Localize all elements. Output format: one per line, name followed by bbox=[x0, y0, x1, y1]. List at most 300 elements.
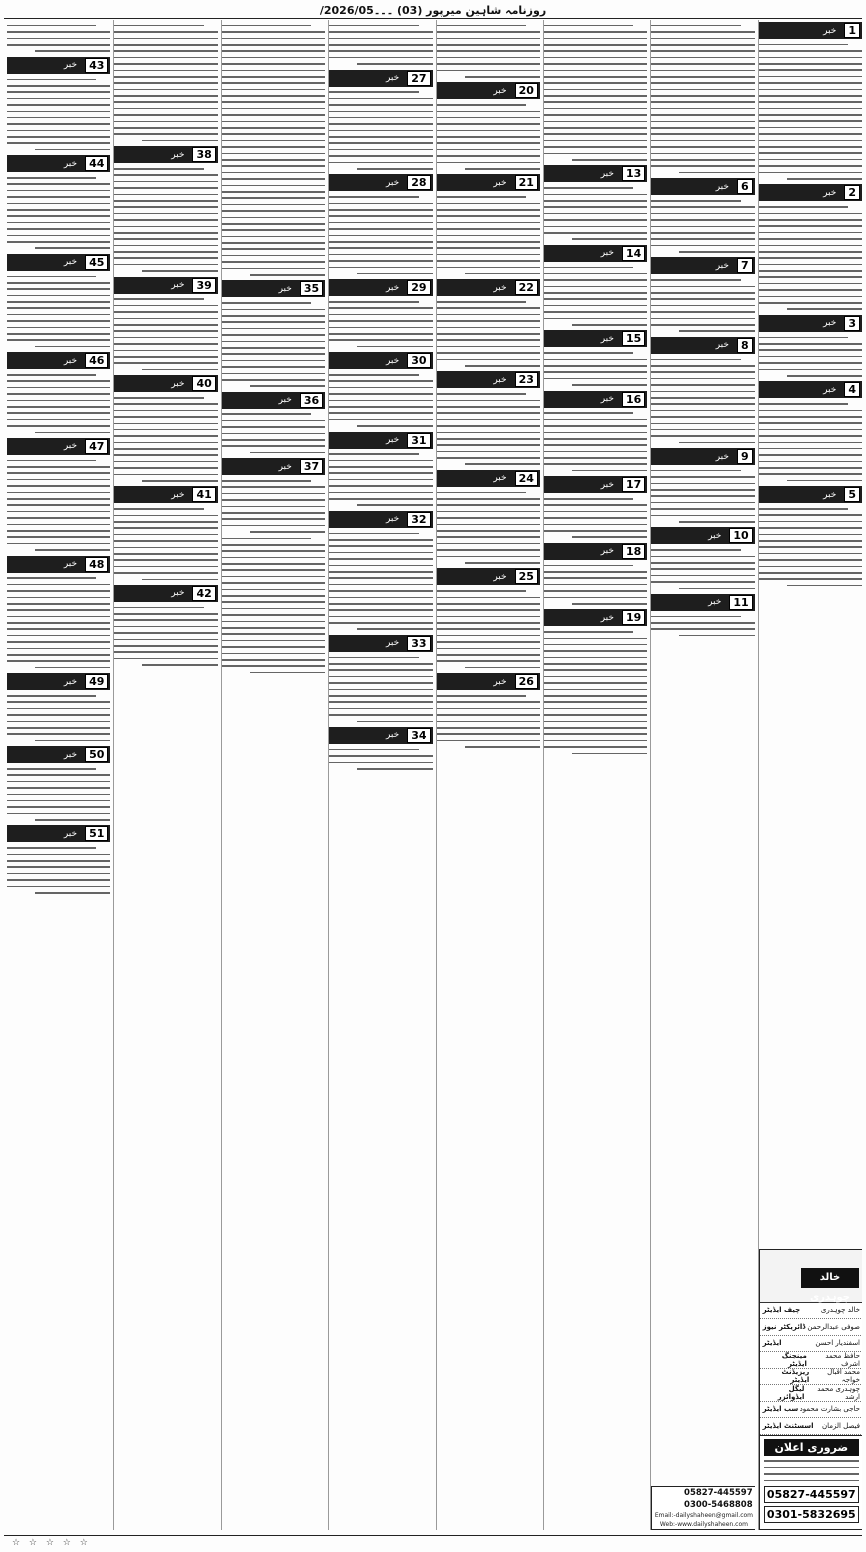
staff-row bbox=[760, 1402, 862, 1419]
text-line bbox=[651, 153, 754, 155]
story-number: 41 bbox=[192, 487, 215, 502]
text-line bbox=[437, 609, 540, 611]
text-line bbox=[544, 114, 647, 116]
text-line bbox=[651, 140, 754, 142]
text-line bbox=[329, 149, 432, 151]
text-line bbox=[437, 597, 540, 599]
story-badge-label: خبر bbox=[708, 597, 722, 608]
text-line bbox=[222, 379, 325, 381]
staff-name: چوہدری محمد ارشد bbox=[817, 1384, 860, 1401]
text-line bbox=[651, 286, 754, 288]
text-line bbox=[329, 498, 432, 500]
text-line bbox=[437, 260, 540, 262]
story-number-badge bbox=[329, 352, 432, 369]
text-line bbox=[544, 511, 647, 513]
text-line bbox=[222, 499, 325, 501]
story-text-lines bbox=[329, 91, 432, 169]
news-story bbox=[7, 352, 110, 433]
text-line bbox=[651, 213, 754, 215]
text-line bbox=[544, 689, 647, 691]
story-number-badge bbox=[759, 315, 862, 332]
text-line bbox=[544, 213, 647, 215]
story-number: 47 bbox=[85, 439, 108, 454]
story-number-badge bbox=[329, 635, 432, 652]
text-line bbox=[7, 196, 110, 198]
text-line bbox=[651, 127, 754, 129]
news-story bbox=[759, 315, 862, 377]
news-story bbox=[114, 585, 217, 666]
story-number-badge bbox=[759, 22, 862, 39]
text-line bbox=[329, 307, 432, 309]
text-line bbox=[437, 241, 540, 243]
text-line bbox=[759, 172, 862, 174]
text-line bbox=[222, 242, 325, 244]
text-line bbox=[759, 140, 862, 142]
text-line bbox=[222, 82, 325, 84]
news-story bbox=[329, 174, 432, 274]
story-badge-label: خبر bbox=[493, 282, 507, 293]
text-line bbox=[114, 442, 217, 444]
text-line bbox=[114, 658, 217, 660]
text-line bbox=[759, 343, 862, 345]
text-line bbox=[651, 429, 754, 431]
staff-name: اسفندیار احسن bbox=[815, 1339, 860, 1348]
text-line bbox=[114, 429, 217, 431]
text-line bbox=[544, 669, 647, 671]
staff-name: حاجی بشارت محمود bbox=[799, 1405, 860, 1414]
text-line bbox=[7, 387, 110, 389]
story-badge-label: خبر bbox=[600, 612, 614, 623]
text-line bbox=[222, 101, 325, 103]
text-line bbox=[114, 187, 217, 189]
text-line bbox=[544, 226, 647, 228]
text-line bbox=[329, 539, 432, 541]
news-story bbox=[329, 279, 432, 347]
text-line bbox=[7, 660, 110, 662]
text-line bbox=[759, 442, 862, 444]
text-line bbox=[437, 63, 540, 65]
text-line bbox=[357, 63, 432, 65]
text-line bbox=[437, 222, 540, 224]
story-number: 31 bbox=[407, 433, 430, 448]
text-line bbox=[329, 136, 432, 138]
text-line bbox=[329, 57, 432, 59]
text-line bbox=[437, 590, 526, 592]
staff-name: محمد اقبال خواجہ bbox=[827, 1368, 860, 1385]
text-line bbox=[222, 633, 325, 635]
text-line bbox=[764, 1460, 859, 1462]
text-line bbox=[651, 146, 754, 148]
text-line bbox=[437, 228, 540, 230]
text-line bbox=[544, 638, 647, 640]
text-line bbox=[465, 168, 540, 170]
text-line bbox=[114, 101, 217, 103]
text-line bbox=[222, 140, 325, 142]
story-number: 51 bbox=[85, 826, 108, 841]
text-line bbox=[7, 31, 110, 33]
story-badge-label: خبر bbox=[600, 168, 614, 179]
news-story bbox=[329, 511, 432, 630]
text-line bbox=[679, 330, 754, 332]
story-number-badge bbox=[7, 825, 110, 842]
text-line bbox=[7, 419, 110, 421]
text-line bbox=[544, 38, 647, 40]
text-line bbox=[222, 413, 311, 415]
text-line bbox=[465, 76, 540, 78]
text-line bbox=[329, 155, 432, 157]
contact-email: Email:-dailyshaheen@gmail.com bbox=[654, 1512, 754, 1519]
text-line bbox=[222, 353, 325, 355]
text-line bbox=[329, 669, 432, 671]
text-line bbox=[114, 31, 217, 33]
text-line bbox=[114, 245, 217, 247]
story-number: 27 bbox=[407, 71, 430, 86]
story-badge-label: خبر bbox=[715, 260, 729, 271]
text-line bbox=[651, 575, 754, 577]
text-line bbox=[329, 247, 432, 249]
news-story bbox=[329, 635, 432, 722]
staff-role: ریزیڈنٹ ایڈیٹر bbox=[781, 1368, 810, 1385]
news-story bbox=[222, 280, 325, 386]
story-text-lines bbox=[759, 337, 862, 377]
news-story bbox=[329, 352, 432, 427]
story-number-badge bbox=[329, 727, 432, 744]
text-line bbox=[544, 657, 647, 659]
story-badge-label: خبر bbox=[493, 177, 507, 188]
text-line bbox=[7, 412, 110, 414]
page-footer bbox=[4, 1535, 862, 1550]
text-line bbox=[35, 346, 110, 348]
text-line bbox=[222, 31, 325, 33]
news-story bbox=[329, 727, 432, 770]
text-line bbox=[7, 288, 110, 290]
newspaper-info-box bbox=[759, 1249, 862, 1530]
text-line bbox=[544, 708, 647, 710]
text-line bbox=[222, 44, 325, 46]
story-badge-label: خبر bbox=[171, 378, 185, 389]
story-text-lines bbox=[329, 301, 432, 347]
text-line bbox=[7, 866, 110, 868]
text-line bbox=[651, 165, 754, 167]
text-line bbox=[437, 44, 540, 46]
news-story bbox=[759, 22, 862, 180]
text-line bbox=[572, 384, 647, 386]
text-line bbox=[759, 546, 862, 548]
story-number-badge bbox=[651, 337, 754, 354]
text-line bbox=[759, 89, 862, 91]
story-badge-label: خبر bbox=[278, 461, 292, 472]
text-line bbox=[651, 556, 754, 558]
text-line bbox=[222, 445, 325, 447]
text-line bbox=[544, 206, 647, 208]
text-line bbox=[222, 653, 325, 655]
text-line bbox=[437, 425, 540, 427]
text-line bbox=[759, 461, 862, 463]
story-text-lines bbox=[759, 508, 862, 586]
text-line bbox=[437, 123, 540, 125]
text-line bbox=[329, 755, 432, 757]
news-story bbox=[651, 25, 754, 174]
text-line bbox=[651, 238, 754, 240]
text-line bbox=[544, 194, 647, 196]
text-line bbox=[759, 270, 862, 272]
text-line bbox=[142, 270, 217, 272]
text-line bbox=[544, 695, 647, 697]
story-text-lines bbox=[329, 374, 432, 427]
text-line bbox=[544, 412, 633, 414]
text-line bbox=[114, 133, 217, 135]
text-line bbox=[437, 346, 540, 348]
text-line bbox=[437, 701, 540, 703]
text-line bbox=[7, 854, 110, 856]
column-4 bbox=[436, 20, 540, 1530]
text-line bbox=[544, 57, 647, 59]
text-line bbox=[329, 228, 432, 230]
text-line bbox=[222, 506, 325, 508]
text-line bbox=[544, 200, 647, 202]
text-line bbox=[114, 25, 203, 27]
text-line bbox=[222, 550, 325, 552]
text-line bbox=[357, 721, 432, 723]
text-line bbox=[329, 701, 432, 703]
text-line bbox=[437, 254, 540, 256]
story-badge-label: خبر bbox=[385, 177, 400, 188]
text-line bbox=[651, 489, 754, 491]
text-line bbox=[329, 327, 432, 329]
text-line bbox=[437, 267, 540, 269]
text-line bbox=[544, 50, 647, 52]
story-text-lines bbox=[7, 276, 110, 348]
story-text-lines bbox=[114, 508, 217, 580]
text-line bbox=[329, 117, 432, 119]
news-story bbox=[544, 476, 647, 538]
text-line bbox=[437, 155, 540, 157]
phone-number: 05827-445597 bbox=[764, 1486, 859, 1503]
story-number-badge bbox=[544, 245, 647, 262]
text-line bbox=[544, 721, 647, 723]
story-number: 19 bbox=[622, 610, 645, 625]
text-line bbox=[329, 565, 432, 567]
text-line bbox=[544, 432, 647, 434]
story-text-lines bbox=[437, 196, 540, 274]
story-text-lines bbox=[651, 470, 754, 523]
text-line bbox=[222, 538, 311, 540]
text-line bbox=[329, 460, 432, 462]
news-story bbox=[437, 279, 540, 366]
text-line bbox=[437, 307, 540, 309]
text-line bbox=[759, 349, 862, 351]
text-line bbox=[329, 387, 432, 389]
news-story bbox=[114, 375, 217, 481]
story-number-badge bbox=[7, 746, 110, 763]
text-line bbox=[544, 733, 647, 735]
story-number-badge bbox=[7, 155, 110, 172]
text-line bbox=[114, 318, 217, 320]
text-line bbox=[759, 114, 862, 116]
text-line bbox=[572, 536, 647, 538]
text-line bbox=[7, 374, 96, 376]
story-text-lines bbox=[222, 480, 325, 533]
text-line bbox=[759, 578, 862, 580]
text-line bbox=[544, 311, 647, 313]
story-number: 30 bbox=[407, 353, 430, 368]
text-line bbox=[114, 251, 217, 253]
text-line bbox=[7, 847, 96, 849]
text-line bbox=[437, 314, 540, 316]
text-line bbox=[35, 819, 110, 821]
text-line bbox=[222, 197, 325, 199]
story-number-badge bbox=[651, 527, 754, 544]
story-text-lines bbox=[437, 301, 540, 367]
story-number: 38 bbox=[192, 147, 215, 162]
text-line bbox=[679, 442, 754, 444]
text-line bbox=[7, 327, 110, 329]
text-line bbox=[759, 302, 862, 304]
story-badge-label: خبر bbox=[63, 749, 78, 760]
text-line bbox=[651, 365, 754, 367]
text-line bbox=[437, 457, 540, 459]
text-line bbox=[222, 433, 325, 435]
text-line bbox=[329, 400, 432, 402]
text-line bbox=[329, 91, 418, 93]
story-number: 48 bbox=[85, 557, 108, 572]
story-text-lines bbox=[7, 577, 110, 668]
story-badge-label: خبر bbox=[493, 676, 507, 687]
text-line bbox=[222, 255, 325, 257]
text-line bbox=[222, 261, 325, 263]
text-line bbox=[114, 651, 217, 653]
text-line bbox=[544, 31, 647, 33]
story-badge-label: خبر bbox=[600, 333, 614, 344]
text-line bbox=[651, 76, 754, 78]
text-line bbox=[465, 746, 540, 748]
text-line bbox=[222, 569, 325, 571]
text-line bbox=[222, 302, 311, 304]
text-line bbox=[759, 553, 862, 555]
text-line bbox=[759, 101, 862, 103]
text-line bbox=[35, 740, 110, 742]
text-line bbox=[7, 142, 110, 144]
story-number: 8 bbox=[737, 338, 753, 353]
text-line bbox=[651, 495, 754, 497]
text-line bbox=[7, 228, 110, 230]
text-line bbox=[329, 657, 418, 659]
text-line bbox=[759, 57, 862, 59]
text-line bbox=[651, 562, 754, 564]
story-badge-label: خبر bbox=[171, 280, 185, 291]
text-line bbox=[651, 476, 754, 478]
story-text-lines bbox=[7, 25, 110, 52]
text-line bbox=[114, 226, 217, 228]
text-line bbox=[329, 676, 432, 678]
column-1 bbox=[758, 20, 862, 1530]
text-line bbox=[651, 416, 754, 418]
text-line bbox=[329, 485, 432, 487]
text-line bbox=[7, 787, 110, 789]
story-number: 43 bbox=[85, 58, 108, 73]
text-line bbox=[7, 530, 110, 532]
text-line bbox=[7, 492, 110, 494]
story-text-lines bbox=[651, 200, 754, 253]
text-line bbox=[437, 524, 540, 526]
text-line bbox=[544, 101, 647, 103]
text-line bbox=[651, 568, 754, 570]
text-line bbox=[437, 70, 540, 72]
text-line bbox=[7, 38, 110, 40]
text-line bbox=[329, 558, 432, 560]
staff-role: لیگل ایڈوائزر bbox=[777, 1384, 805, 1401]
text-line bbox=[114, 337, 217, 339]
text-line bbox=[651, 435, 754, 437]
text-line bbox=[114, 416, 217, 418]
news-story bbox=[437, 673, 540, 748]
story-number-badge bbox=[329, 432, 432, 449]
text-line bbox=[759, 559, 862, 561]
story-number-badge bbox=[651, 178, 754, 195]
text-line bbox=[222, 217, 325, 219]
text-line bbox=[7, 577, 96, 579]
text-line bbox=[7, 111, 110, 113]
story-number: 7 bbox=[737, 258, 753, 273]
news-story bbox=[544, 25, 647, 161]
text-line bbox=[329, 339, 432, 341]
story-text-lines bbox=[544, 565, 647, 605]
text-line bbox=[222, 659, 325, 661]
story-number-badge bbox=[7, 556, 110, 573]
text-line bbox=[329, 466, 432, 468]
text-line bbox=[114, 298, 203, 300]
story-number: 37 bbox=[300, 459, 323, 474]
story-badge-label: خبر bbox=[171, 588, 185, 599]
story-badge-label: خبر bbox=[278, 395, 292, 406]
story-number-badge bbox=[222, 458, 325, 475]
text-line bbox=[759, 435, 862, 437]
text-line bbox=[222, 576, 325, 578]
text-line bbox=[437, 536, 540, 538]
text-line bbox=[437, 38, 540, 40]
text-line bbox=[651, 121, 754, 123]
text-line bbox=[787, 375, 862, 377]
text-line bbox=[7, 886, 110, 888]
masthead-date: روزنامہ شاہین میرپور (03) ۔۔۔2026/05/ bbox=[319, 3, 547, 17]
text-line bbox=[544, 44, 647, 46]
story-text-lines bbox=[7, 768, 110, 821]
text-line bbox=[544, 187, 633, 189]
story-number-badge bbox=[329, 174, 432, 191]
story-text-lines bbox=[7, 847, 110, 893]
news-story bbox=[544, 543, 647, 605]
text-line bbox=[329, 616, 432, 618]
news-story bbox=[544, 245, 647, 326]
text-line bbox=[7, 209, 110, 211]
text-line bbox=[651, 515, 754, 517]
text-line bbox=[222, 646, 325, 648]
story-text-lines bbox=[759, 206, 862, 310]
text-line bbox=[437, 209, 540, 211]
text-line bbox=[357, 168, 432, 170]
text-line bbox=[437, 530, 540, 532]
text-line bbox=[329, 453, 418, 455]
story-number: 28 bbox=[407, 175, 430, 190]
text-line bbox=[329, 203, 432, 205]
story-badge-label: خبر bbox=[715, 451, 729, 462]
story-text-lines bbox=[544, 187, 647, 240]
text-line bbox=[651, 324, 754, 326]
story-number: 42 bbox=[192, 586, 215, 601]
text-line bbox=[329, 314, 432, 316]
text-line bbox=[329, 104, 432, 106]
story-badge-label: خبر bbox=[385, 355, 400, 366]
